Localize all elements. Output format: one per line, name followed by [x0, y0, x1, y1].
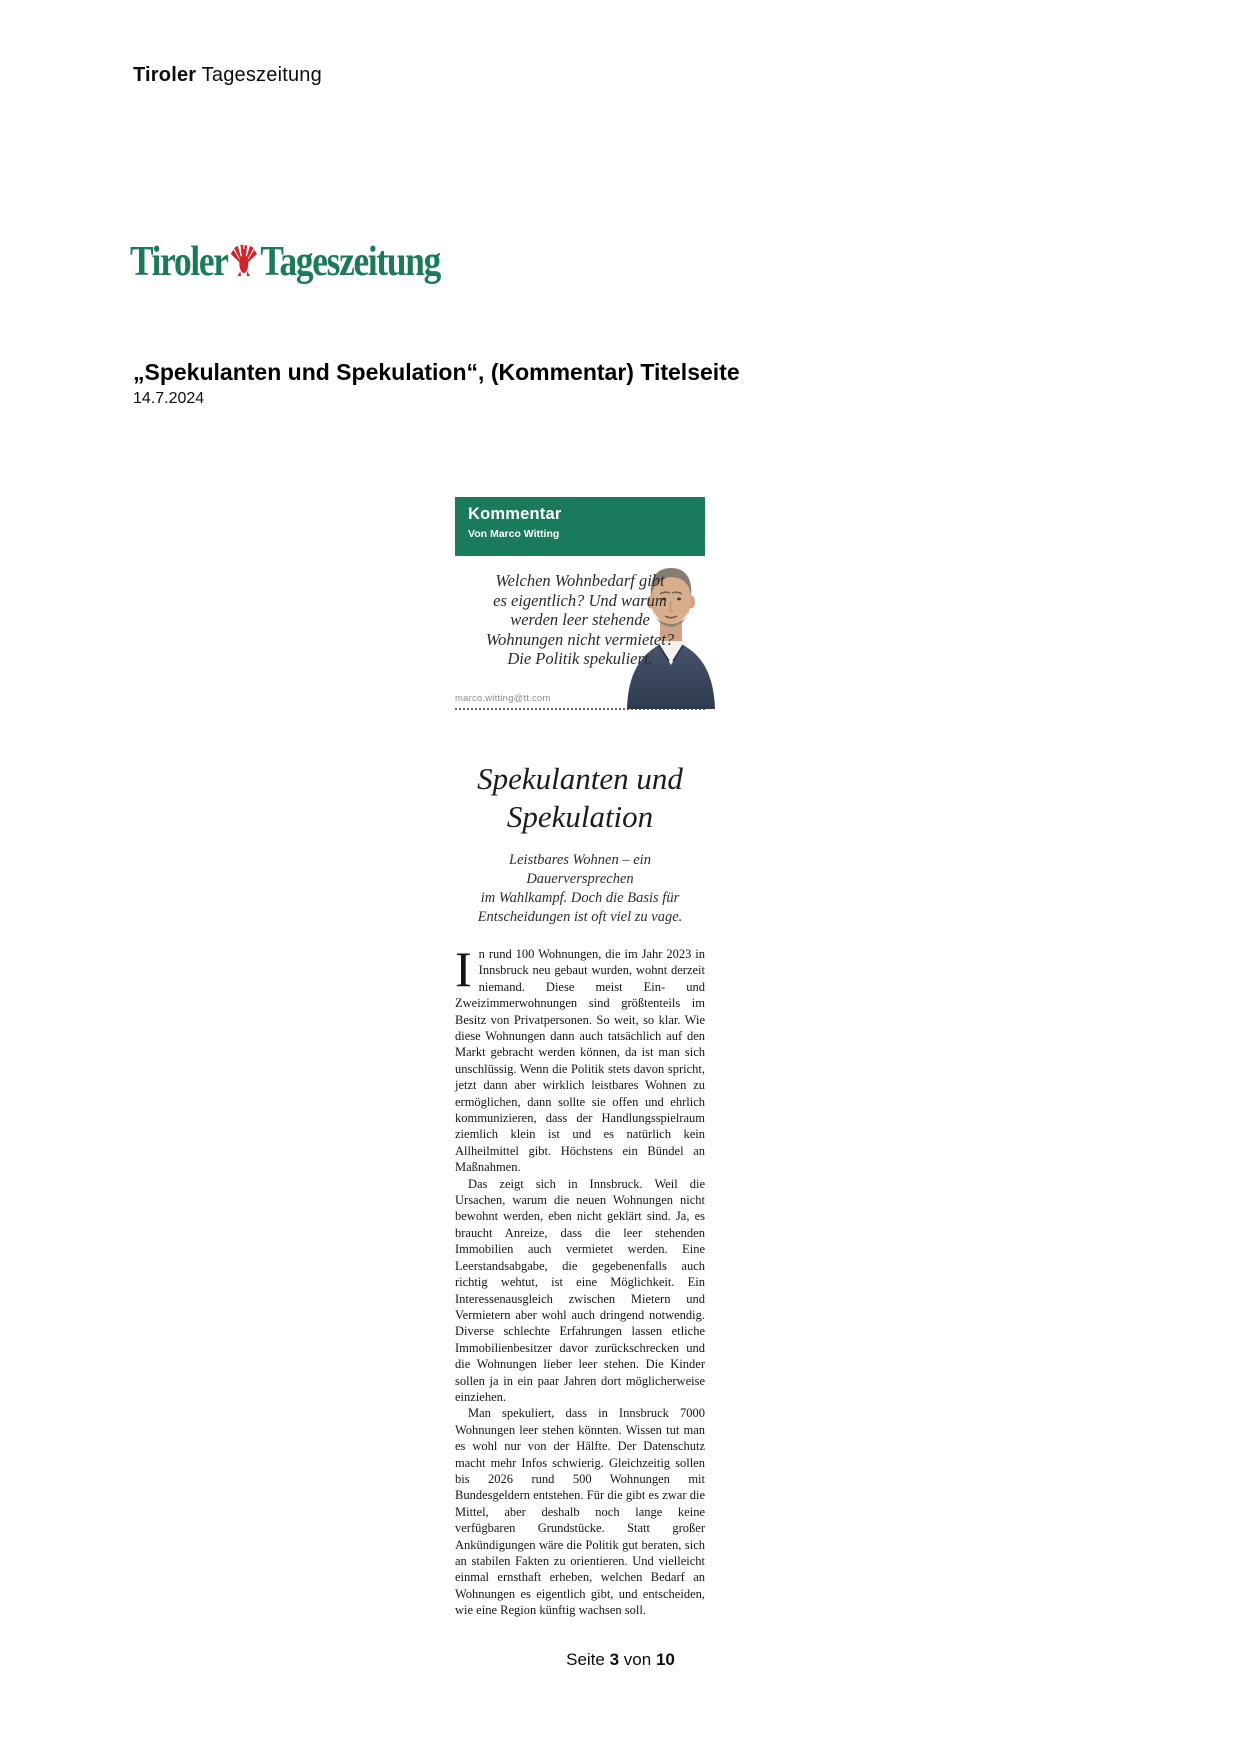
paragraph-text: n rund 100 Wohnungen, die im Jahr 2023 in Innsbruck neu gebaut wurden, wohnt derzeit niemand. Diese meist Ein- und Zweizimmerwohnungen sind größtenteils im Besitz von Privatpersonen. So weit, so klar. Wie diese Wohnungen dann auch tatsächlich auf den Markt gebracht werden können, da ist man sich unschlüssig. Wenn die Politik stets davon spricht, jetzt dann aber wirklich leistbares Wohnen zu ermöglichen, dann sollte sie offen und ehrlich kommunizieren, dass der Handlungsspielraum ziemlich klein ist und es natürlich kein Allheilmittel gibt. Höchstens ein Bündel an Maßnahmen.	[455, 946, 705, 1175]
article-paragraph	[455, 940, 705, 1176]
article-headline-line: Spekulation	[506, 798, 654, 834]
lead-quote-line: werden leer stehende	[510, 610, 650, 630]
article-paragraph: Man spekuliert, dass in Innsbruck 7000 Wohnungen leer stehen könnten. Wissen tut man es wohl nur von der Hälfte. Der Datenschutz macht mehr Infos schwierig. Gleichzeitig sollen bis 2026 rund 500 Wohnungen mit Bundesgeldern entstehen. Für die gibt es zwar die Mittel, aber deshalb noch lange keine verfügbaren Grundstücke. Statt großer Ankündigungen wäre die Politik gut beraten, sich an stabilen Fakten zu orientieren. Und vielleicht einmal ernsthaft erheben, welchen Bedarf an Wohnungen es eigentlich gibt, und entscheiden, wie eine Region künftig wachsen soll.	[455, 1406, 705, 1618]
kicker-label: Kommentar	[468, 505, 562, 523]
clipping-title-heading: „Spekulanten und Spekulation“, (Kommentar) Titelseite	[133, 359, 740, 385]
lead-quote	[466, 571, 694, 669]
kicker-bar	[455, 497, 705, 556]
article-subhead-line: Entscheidungen ist oft viel zu vage.	[477, 908, 683, 925]
page-number-footer	[0, 1650, 1241, 1670]
document-header-brand-rest: Tageszeitung	[196, 64, 322, 86]
kicker-byline: Von Marco Witting	[468, 528, 560, 540]
article-subhead	[455, 851, 705, 927]
logo-word-tageszeitung: Tageszeitung	[260, 239, 441, 285]
article-headline-line: Spekulanten und	[477, 760, 683, 796]
dropcap-initial: I	[455, 940, 472, 997]
author-email: marco.witting@tt.com	[455, 692, 551, 704]
lead-quote-line: Die Politik spekuliert.	[507, 649, 653, 669]
article-paragraph: Das zeigt sich in Innsbruck. Weil die Ursachen, warum die neuen Wohnungen nicht bewohnt werden, eben nicht geklärt sind. Ja, es braucht Anreize, dass die leer stehenden Immobilien auch vermietet werden. Eine Leerstandsabgabe, die gegebenenfalls auch richtig wehtut, ist eine Möglichkeit. Ein Interessenausgleich zwischen Mietern und Vermietern aber wohl auch dringend notwendig. Diverse schlechte Erfahrungen lassen etliche Immobilienbesitzer davor zurückschrecken und die Wohnungen lieber leer stehen. Die Kinder sollen ja in ein paar Jahren dort möglicherweise einziehen.	[455, 1176, 705, 1404]
footer-prefix: Seite	[566, 1650, 605, 1669]
article-subhead-line: im Wahlkampf. Doch die Basis für	[480, 889, 680, 906]
document-header-brand	[133, 64, 322, 87]
tyrolean-eagle-icon	[229, 244, 260, 282]
clipping-date: 14.7.2024	[133, 390, 205, 407]
document-header-brand-bold: Tiroler	[133, 64, 197, 86]
footer-current-page: 3	[609, 1650, 620, 1669]
tt-masthead-logo	[130, 241, 440, 283]
lead-quote-line: es eigentlich? Und warum	[493, 590, 667, 610]
article-headline	[455, 760, 705, 836]
article-subhead-line: Leistbares Wohnen – ein Dauerversprechen	[509, 851, 651, 887]
lead-quote-line: Welchen Wohnbedarf gibt	[495, 571, 665, 590]
logo-word-tiroler: Tiroler	[130, 239, 228, 285]
footer-middle: von	[623, 1650, 652, 1669]
newspaper-clipping	[455, 497, 705, 1619]
article-body	[455, 940, 705, 1619]
lead-quote-line: Wohnungen nicht vermietet?	[485, 629, 675, 649]
footer-total-pages: 10	[655, 1650, 675, 1669]
